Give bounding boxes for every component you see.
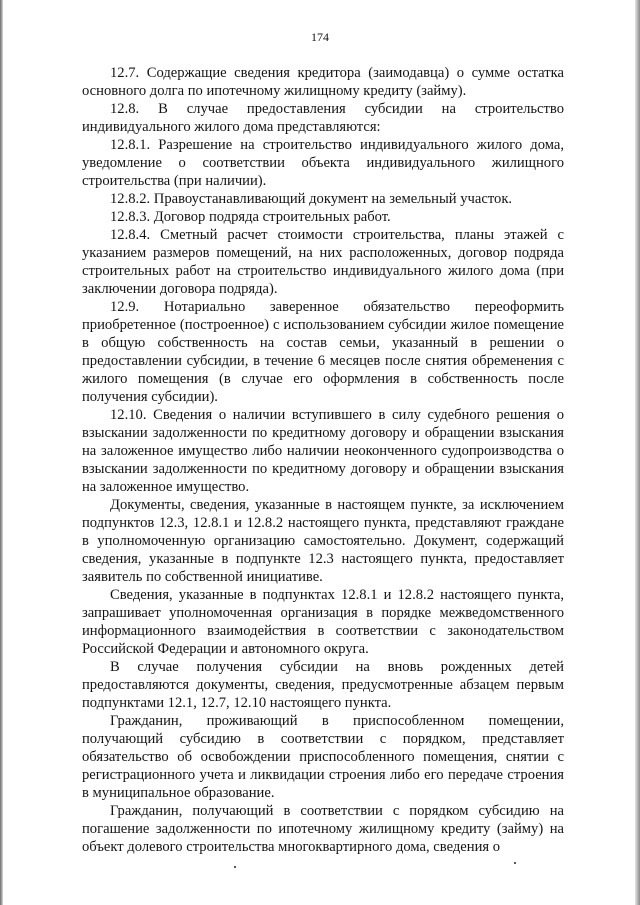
paragraph: Сведения, указанные в подпунктах 12.8.1 и 12.8.2 настоящего пункта, запрашивает уполномоченная организация в порядке межведомственного информационного взаимодействия в соответствии с законодательством Российской Федерации и автономного округа. xyxy=(82,587,564,657)
scan-speck xyxy=(514,862,516,864)
paragraph: 12.8.4. Сметный расчет стоимости строительства, планы этажей с указанием размеров помещений, на них расположенных, договор подряда строительных работ на строительство индивидуального жилого дома (при заключении договора подряда). xyxy=(82,227,564,297)
page-number: 174 xyxy=(311,30,329,44)
scan-edge-left xyxy=(0,0,3,905)
paragraph: 12.8.1. Разрешение на строительство индивидуального жилого дома, уведомление о соответствии объекта индивидуального жилищного строительства (при наличии). xyxy=(82,137,564,189)
document-body xyxy=(82,64,564,856)
paragraph: 12.8. В случае предоставления субсидии на строительство индивидуального жилого дома представляются: xyxy=(82,101,564,135)
paragraph: 12.8.2. Правоустанавливающий документ на земельный участок. xyxy=(110,191,513,207)
paragraph: 12.7. Содержащие сведения кредитора (заимодавца) о сумме остатка основного долга по ипотечному жилищному кредиту (займу). xyxy=(82,65,564,99)
paragraph: 12.10. Сведения о наличии вступившего в силу судебного решения о взыскании задолженности по кредитному договору и обращении взыскания на заложенное имущество либо наличии неоконченного судопроизводства о взыскании задолженности по кредитному договору и обращении взыскания на заложенное имущество. xyxy=(82,407,564,495)
paragraph: Документы, сведения, указанные в настоящем пункте, за исключением подпунктов 12.3, 12.8.1 и 12.8.2 настоящего пункта, представляют граждане в уполномоченную организацию самостоятельно. Документ, содержащий сведения, указанные в подпункте 12.3 настоящего пункта, предоставляет заявитель по собственной инициативе. xyxy=(82,497,564,585)
scan-edge-right xyxy=(635,0,640,905)
paragraph: 12.8.3. Договор подряда строительных работ. xyxy=(110,209,391,225)
scan-speck xyxy=(234,866,236,868)
paragraph: 12.9. Нотариально заверенное обязательство переоформить приобретенное (построенное) с использованием субсидии жилое помещение в общую собственность на состав семьи, указанный в решении о предоставлении субсидии, в течение 6 месяцев после снятия обременения с жилого помещения (в случае его оформления в собственность после получения субсидии). xyxy=(82,299,564,405)
paragraph: В случае получения субсидии на вновь рожденных детей предоставляются документы, сведения, предусмотренные абзацем первым подпунктами 12.1, 12.7, 12.10 настоящего пункта. xyxy=(82,659,564,711)
paragraph: Гражданин, проживающий в приспособленном помещении, получающий субсидию в соответствии с порядком, представляет обязательство об освобождении приспособленного помещения, снятии с регистрационного учета и ликвидации строения либо его передаче строения в муниципальное образование. xyxy=(82,713,564,801)
paragraph: Гражданин, получающий в соответствии с порядком субсидию на погашение задолженности по ипотечному жилищному кредиту (займу) на объект долевого строительства многоквартирного дома, сведения о xyxy=(82,803,564,855)
